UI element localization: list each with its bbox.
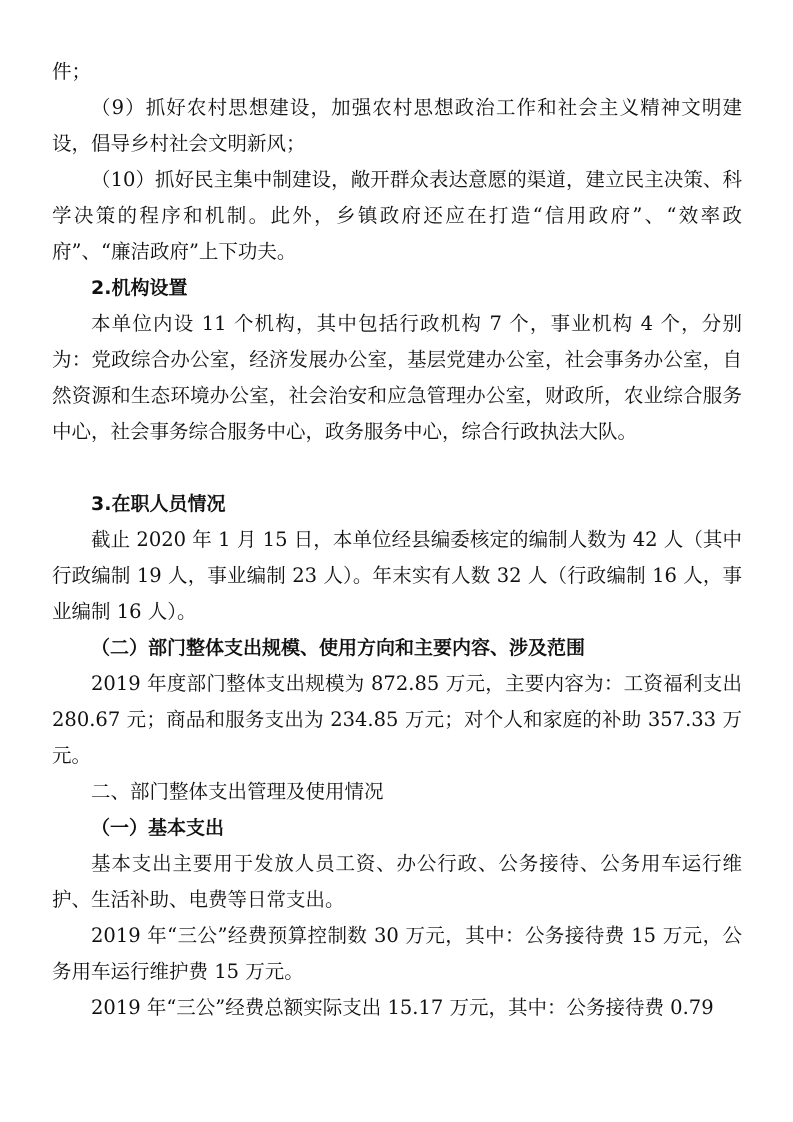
heading-basic-expenditure: （一）基本支出 (91, 817, 225, 839)
heading-section-2: 二、部门整体支出管理及使用情况 (91, 780, 384, 803)
paragraph-three-public-actual: 2019 年“三公”经费总额实际支出 15.17 万元，其中：公务接待费 0.79 (91, 996, 714, 1019)
paragraph-three-public-budget: 2019 年“三公”经费预算控制数 30 万元，其中：公务接待费 15 万元，公务用车运行维护费 15 万元。 (52, 924, 742, 983)
paragraph-continuation: 件； (52, 60, 92, 83)
paragraph-expenditure-scope: 2019 年度部门整体支出规模为 872.85 万元，主要内容为：工资福利支出 280.67 元；商品和服务支出为 234.85 万元；对个人和家庭的补助 357.33 万元。 (52, 672, 742, 767)
paragraph-basic-expenditure: 基本支出主要用于发放人员工资、办公行政、公务接待、公务用车运行维护、生活补助、电费等日常支出。 (52, 852, 742, 911)
paragraph-item-10: （10）抓好民主集中制建设，敞开群众表达意愿的渠道，建立民主决策、科学决策的程序和机制。此外，乡镇政府还应在打造“信用政府”、“效率政府”、“廉洁政府”上下功夫。 (52, 168, 742, 263)
heading-staff: 3.在职人员情况 (91, 493, 226, 515)
paragraph-org-setup: 本单位内设 11 个机构，其中包括行政机构 7 个，事业机构 4 个，分别为：党政综合办公室，经济发展办公室，基层党建办公室，社会事务办公室，自然资源和生态环境办公室，社会治安和应急管理办公室，财政所，农业综合服务中心，社会事务综合服务中心，政务服务中心，综合行政执法大队。 (52, 312, 742, 443)
heading-expenditure-scope: （二）部门整体支出规模、使用方向和主要内容、涉及范围 (91, 637, 586, 659)
paragraph-item-9: （9）抓好农村思想建设，加强农村思想政治工作和社会主义精神文明建设，倡导乡村社会文明新风； (52, 96, 742, 155)
heading-org-setup: 2.机构设置 (91, 277, 188, 299)
paragraph-staff: 截止 2020 年 1 月 15 日，本单位经县编委核定的编制人数为 42 人（其中行政编制 19 人，事业编制 23 人）。年末实有人数 32 人（行政编制 16 人，事业编制 16 人）。 (52, 528, 742, 623)
